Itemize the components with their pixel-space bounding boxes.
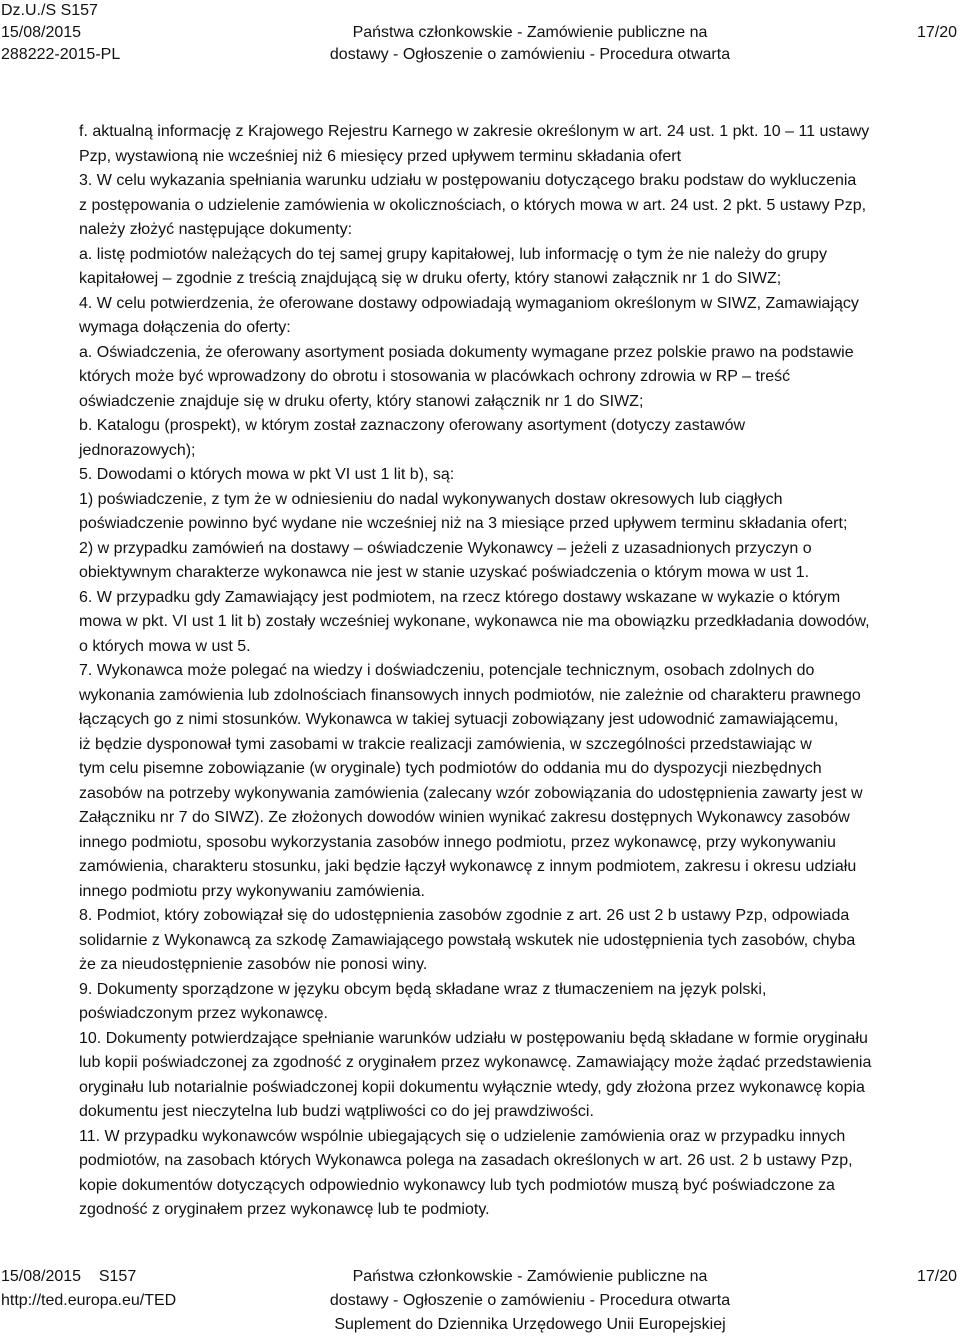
footer-title	[300, 1265, 760, 1337]
body-text-line: łączących go z nimi stosunków. Wykonawca w takiej sytuacji zobowiązany jest udowodnić zamawiającemu,	[79, 711, 839, 728]
body-text-line: innego podmiotu przy wykonywaniu zamówienia.	[79, 882, 425, 900]
header-title-line-1: Państwa członkowskie - Zamówienie publiczne na	[352, 24, 708, 41]
body-text-line: należy złożyć następujące dokumenty:	[79, 221, 353, 238]
body-text-line: f. aktualną informację z Krajowego Rejestru Karnego w zakresie określonym w art. 24 ust. 1 pkt. 10 – 11 ustawy	[79, 123, 870, 140]
footer-url: http://ted.europa.eu/TED	[1, 1292, 177, 1309]
body-text-line: Załączniku nr 7 do SIWZ). Ze złożonych dowodów winien wynikać zakresu dostępnych Wykonawcy zasobów	[79, 809, 850, 826]
body-text-line: 1) poświadczenie, z tym że w odniesieniu do nadal wykonywanych dostaw okresowych lub ciągłych	[79, 490, 783, 508]
header-title-line-2: dostawy - Ogłoszenie o zamówieniu - Procedura otwarta	[329, 46, 731, 63]
body-text-line: 8. Podmiot, który zobowiązał się do udostępnienia zasobów zgodnie z art. 26 ust 2 b ustawy Pzp, odpowiada	[79, 907, 850, 924]
body-text-line: a. listę podmiotów należących do tej samej grupy kapitałowej, lub informację o tym że nie należy do grupy	[79, 245, 827, 263]
body-text-line: zasobów na potrzeby wykonywania zamówienia (zalecany wzór zobowiązania do udostępnienia zawarty jest w	[79, 784, 863, 802]
body-text-line: z postępowania o udzielenie zamówienia w okolicznościach, o których mowa w art. 24 ust. 2 pkt. 5 ustawy Pzp,	[79, 196, 867, 214]
body-text-line: a. Oświadczenia, że oferowany asortyment posiada dokumenty wymagane przez polskie prawo na podstawie	[79, 343, 854, 361]
body-text-line: jednorazowych);	[79, 441, 196, 459]
footer-supplement: Suplement do Dziennika Urzędowego Unii Europejskiej	[334, 1316, 726, 1333]
footer-title-line-1: Państwa członkowskie - Zamówienie publiczne na	[352, 1268, 708, 1285]
body-text-line: 6. W przypadku gdy Zamawiający jest podmiotem, na rzecz którego dostawy wskazane w wykazie o którym	[79, 588, 841, 606]
body-text-line: 10. Dokumenty potwierdzające spełnianie warunków udziału w postępowaniu będą składane w formie oryginału	[79, 1029, 868, 1047]
body-text-line: mowa w pkt. VI ust 1 lit b) zostały wcześniej wykonane, wykonawca nie ma obowiązku przedkładania dowodów,	[79, 613, 870, 630]
body-text-line: 3. W celu wykazania spełniania warunku udziału w postępowaniu dotyczącego braku podstaw do wykluczenia	[79, 172, 857, 189]
body-text-line: 5. Dowodami o których mowa w pkt VI ust 1 lit b), są:	[79, 466, 455, 483]
body-text-line: iż będzie dysponował tymi zasobami w trakcie realizacji zamówienia, w szczególności przedstawiając w	[79, 735, 812, 753]
notice-number: 288222-2015-PL	[1, 46, 121, 63]
body-text-line: zgodność z oryginałem przez wykonawcę lub te podmioty.	[79, 1201, 490, 1218]
body-text-line: podmiotów, na zasobach których Wykonawca polega na zasadach określonych w art. 26 ust. 2 b ustawy Pzp,	[79, 1152, 853, 1169]
body-text-line: wykonania zamówienia lub zdolnościach finansowych innych podmiotów, nie zależnie od charakteru prawnego	[79, 686, 861, 704]
body-text-line: 4. W celu potwierdzenia, że oferowane dostawy odpowiadają wymaganiom określonym w SIWZ, Zamawiający	[79, 294, 859, 312]
footer-page-number: 17/20	[916, 1268, 957, 1285]
body-text-line: kopie dokumentów dotyczących odpowiednio wykonawcy lub tych podmiotów muszą być poświadczone za	[79, 1176, 835, 1194]
body-text-line: że za nieudostępnienie zasobów nie ponosi winy.	[79, 956, 428, 973]
body-text-line: 7. Wykonawca może polegać na wiedzy i doświadczeniu, potencjale technicznym, osobach zdolnych do	[79, 662, 815, 679]
body-text-line: innego podmiotu, sposobu wykorzystania zasobów innego podmiotu, przez wykonawcę, przy wykonywaniu	[79, 833, 836, 851]
body-text-line: Pzp, wystawioną nie wcześniej niż 6 miesięcy przed upływem terminu składania ofert	[79, 147, 682, 165]
body-text-line: wymaga dołączenia do oferty:	[79, 319, 291, 336]
body-text-line: których może być wprowadzony do obrotu i stosowania w placówkach ochrony zdrowia w RP – treść	[79, 368, 791, 385]
journal-reference: Dz.U./S S157	[1, 2, 98, 19]
body-text-line: tym celu pisemne zobowiązanie (w oryginale) tych podmiotów do oddania mu do dyspozycji niezbędnych	[79, 760, 822, 777]
body-text-line: poświadczenie powinno być wydane nie wcześniej niż na 3 miesiące przed upływem terminu składania ofert;	[79, 515, 848, 532]
body-text-line: dokumentu jest nieczytelna lub budzi wątpliwości co do jej prawdziwości.	[79, 1103, 594, 1120]
body-text-line: kapitałowej – zgodnie z treścią znajdującą się w druku oferty, który stanowi załącznik nr 1 do SIWZ;	[79, 270, 782, 287]
publication-date: 15/08/2015	[1, 24, 82, 41]
body-text-line: oświadczenie znajduje się w druku oferty, który stanowi załącznik nr 1 do SIWZ;	[79, 392, 644, 410]
header-reference	[1, 0, 120, 66]
body-text-line: lub kopii poświadczonej za zgodność z oryginałem przez wykonawcę. Zamawiający może żądać przedstawienia	[79, 1054, 872, 1071]
body-text-line: b. Katalogu (prospekt), w którym został zaznaczony oferowany asortyment (dotyczy zastawów	[79, 417, 746, 434]
body-text-line: solidarnie z Wykonawcą za szkodę Zamawiającego powstałą wskutek nie udostępnienia tych zasobów, chyba	[79, 931, 856, 949]
header-page-number: 17/20	[916, 24, 957, 41]
body-text-line: obiektywnym charakterze wykonawca nie jest w stanie uzyskać poświadczenia o którym mowa w ust 1.	[79, 564, 810, 581]
body-text-line: 2) w przypadku zamówień na dostawy – oświadczenie Wykonawcy – jeżeli z uzasadnionych przyczyn o	[79, 539, 812, 557]
body-text-line: o których mowa w ust 5.	[79, 637, 251, 655]
footer-title-line-2: dostawy - Ogłoszenie o zamówieniu - Procedura otwarta	[329, 1292, 731, 1309]
document-body	[79, 120, 954, 1223]
body-text-line: 9. Dokumenty sporządzone w języku obcym będą składane wraz z tłumaczeniem na język polski,	[79, 980, 767, 998]
body-text-line: 11. W przypadku wykonawców wspólnie ubiegających się o udzielenie zamówienia oraz w przypadku innych	[79, 1127, 846, 1145]
body-text-line: zamówienia, charakteru stosunku, jaki będzie łączył wykonawcę z innym podmiotem, zakresu i okresu udziału	[79, 858, 857, 875]
footer-date-issue: 15/08/2015 S157	[1, 1268, 137, 1285]
body-text-line: oryginału lub notarialnie poświadczonej kopii dokumentu wyłącznie wtedy, gdy złożona przez wykonawcę kopia	[79, 1078, 865, 1096]
body-text-line: poświadczonym przez wykonawcę.	[79, 1005, 328, 1022]
header-title	[300, 22, 760, 66]
footer-reference	[1, 1265, 176, 1313]
